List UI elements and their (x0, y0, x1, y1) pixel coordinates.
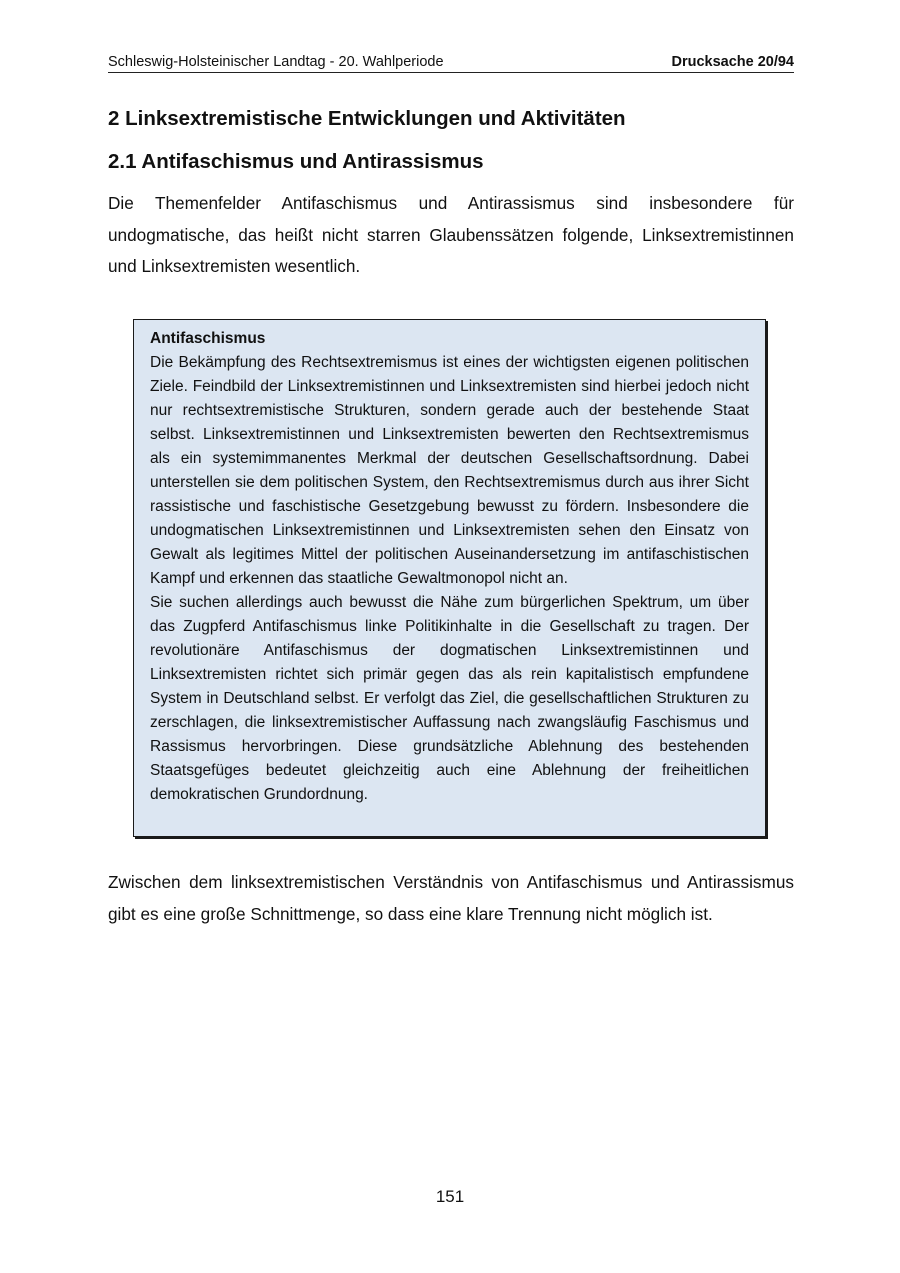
intro-paragraph: Die Themenfelder Antifaschismus und Antirassismus sind insbesondere für undogmatische, das heißt nicht starren Glaubenssätzen folgende, Linksextremistinnen und Linksextremisten wesentlich. (108, 193, 794, 276)
section-heading: 2.1 Antifaschismus und Antirassismus (108, 150, 484, 173)
closing-paragraph: Zwischen dem linksextremistischen Verständnis von Antifaschismus und Antirassismus gibt es eine große Schnittmenge, so dass eine klare Trennung nicht möglich ist. (108, 872, 794, 924)
page-number: 151 (435, 1187, 465, 1206)
info-box-paragraph: Sie suchen allerdings auch bewusst die Nähe zum bürgerlichen Spektrum, um über das Zugpferd Antifaschismus linke Politikinhalte in die Gesellschaft zu tragen. Der revolutionäre Antifaschismus der dogmatischen Linksextremistinnen und Linksextremisten richtet sich primär gegen das als rein kapitalistisch empfundene System in Deutschland selbst. Er verfolgt das Ziel, die gesellschaftlichen Strukturen zu zerschlagen, die linksextremistischer Auffassung nach zwangsläufig Faschismus und Rassismus hervorbringen. Diese grundsätzliche Ablehnung des bestehenden Staatsgefüges bedeutet gleichzeitig auch eine Ablehnung der freiheitlichen demokratischen Grundordnung. (150, 594, 749, 803)
chapter-heading: 2 Linksextremistische Entwicklungen und Aktivitäten (108, 107, 626, 130)
header-publication: Schleswig-Holsteinischer Landtag - 20. Wahlperiode (108, 54, 444, 70)
running-header (108, 54, 794, 73)
info-box (133, 319, 766, 837)
info-box-paragraph: Die Bekämpfung des Rechtsextremismus ist eines der wichtigsten eigenen politischen Ziele. Feindbild der Linksextremistinnen und Linksextremisten sind hierbei jedoch nicht nur rechtsextremistische Strukturen, sondern gerade auch der bestehende Staat selbst. Linksextremistinnen und Linksextremisten bewerten den Rechtsextremismus als ein systemimmanentes Merkmal der deutschen Gesellschaftsordnung. Dabei unterstellen sie dem politischen System, den Rechtsextremismus durch aus ihrer Sicht rassistische und faschistische Gesetzgebung bewusst zu fördern. Insbesondere die undogmatischen Linksextremistinnen und Linksextremisten sehen den Einsatz von Gewalt als legitimes Mittel der politischen Auseinandersetzung im antifaschistischen Kampf und erkennen das staatliche Gewaltmonopol nicht an. (150, 354, 749, 587)
info-box-title: Antifaschismus (150, 330, 266, 347)
header-document-number: Drucksache 20/94 (671, 54, 794, 70)
